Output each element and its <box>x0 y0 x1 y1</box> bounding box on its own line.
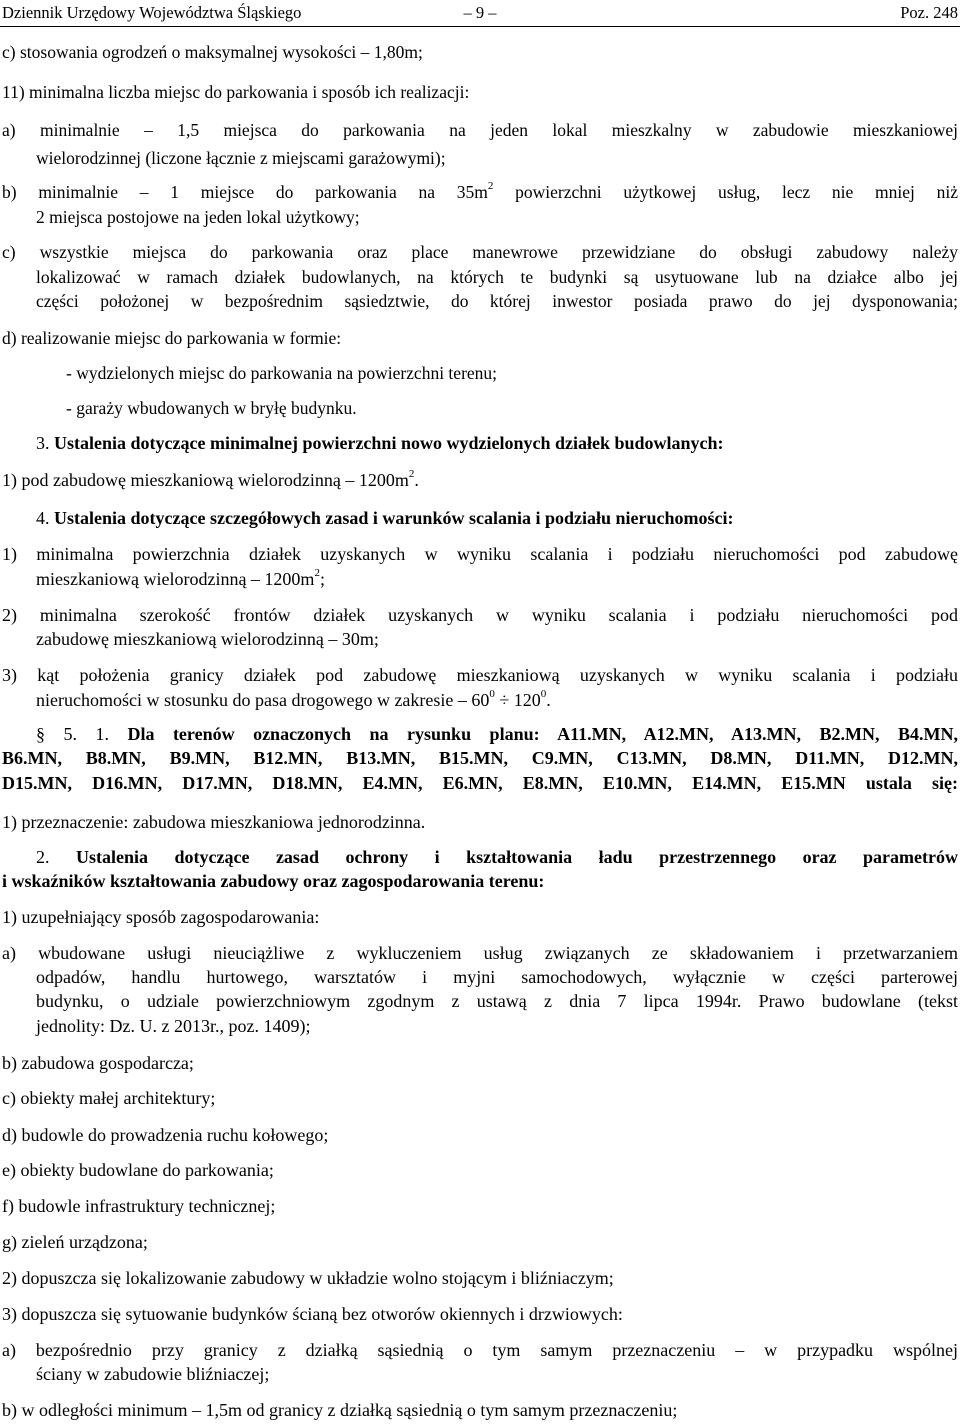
text-line: - wydzielonych miejsc do parkowania na powierzchni terenu; <box>66 363 498 383</box>
position-number: Poz. 248 <box>900 3 958 22</box>
text-line: mieszkaniową wielorodzinną – $1200m^2$; <box>36 567 325 589</box>
text-line: zabudowę mieszkaniową wielorodzinną – 30m; <box>36 629 379 649</box>
text-line: nieruchomości w stosunku do pasa drogowego w zakresie – $60^0 \div 120^0$. <box>36 688 551 710</box>
text-line: części położonej w bezpośrednim sąsiedztwie, do której inwestor posiada prawo do jej dysponowania; <box>36 291 958 311</box>
text-line: 11) minimalna liczba miejsc do parkowania i sposób ich realizacji: <box>2 82 470 102</box>
text-line: f) budowle infrastruktury technicznej; <box>2 1196 276 1216</box>
text-line: 2) minimalna szerokość frontów działek uzyskanych w wyniku scalania i podziału nieruchomości pod <box>2 605 958 625</box>
text-line: ściany w zabudowie bliźniaczej; <box>36 1364 270 1384</box>
journal-title: Dziennik Urzędowy Województwa Śląskiego <box>2 3 302 22</box>
text-line: c) stosowania ogrodzeń o maksymalnej wysokości – 1,80m; <box>2 42 423 62</box>
page-header <box>0 0 960 27</box>
text-line: c) wszystkie miejsca do parkowania oraz place manewrowe przewidziane do obsługi zabudowy należy <box>2 242 958 262</box>
text-line: b) minimalnie – 1 miejsce do parkowania na $35m^2$ powierzchni użytkowej usług, lecz nie mniej niż <box>2 180 959 202</box>
text-line: d) budowle do prowadzenia ruchu kołowego; <box>2 1125 329 1145</box>
text-line: jednolity: Dz. U. z 2013r., poz. 1409); <box>36 1016 311 1036</box>
text-line: c) obiekty małej architektury; <box>2 1088 216 1108</box>
text-line: e) obiekty budowlane do parkowania; <box>2 1160 274 1180</box>
text-line: - garaży wbudowanych w bryłę budynku. <box>66 398 357 418</box>
text-line: 2) dopuszcza się lokalizowanie zabudowy w układzie wolno stojącym i bliźniaczym; <box>2 1268 614 1288</box>
text-line: 3) kąt położenia granicy działek pod zabudowę mieszkaniową uzyskanych w wyniku scalania i podziału <box>2 665 958 685</box>
text-line: d) realizowanie miejsc do parkowania w formie: <box>2 328 342 348</box>
text-line: 3) dopuszcza się sytuowanie budynków ścianą bez otworów okiennych i drzwiowych: <box>2 1304 623 1324</box>
text-line: g) zieleń urządzona; <box>2 1232 148 1252</box>
section-heading: 2. Ustalenia dotyczące zasad ochrony i kształtowania ładu przestrzennego oraz parametrów <box>36 847 958 867</box>
text-line: B6.MN, B8.MN, B9.MN, B12.MN, B13.MN, B15.MN, C9.MN, C13.MN, D8.MN, D11.MN, D12.MN, <box>2 748 958 768</box>
text-line: 1) uzupełniający sposób zagospodarowania: <box>2 907 320 927</box>
text-line: 2 miejsca postojowe na jeden lokal użytkowy; <box>36 207 360 227</box>
section-heading: 3. Ustalenia dotyczące minimalnej powierzchni nowo wydzielonych działek budowlanych: <box>36 433 724 453</box>
text-line: a) wbudowane usługi nieuciążliwe z wykluczeniem usług związanych ze składowaniem i przetwarzaniem <box>2 943 958 963</box>
section-heading: § 5. 1. Dla terenów oznaczonych na rysunku planu: A11.MN, A12.MN, A13.MN, B2.MN, B4.MN, <box>36 724 958 744</box>
text-line: lokalizować w ramach działek budowlanych, na których te budynki są usytuowane lub na działce albo jej <box>36 267 958 287</box>
section-heading: 4. Ustalenia dotyczące szczegółowych zasad i warunków scalania i podziału nieruchomości: <box>36 508 734 528</box>
text-line: i wskaźników kształtowania zabudowy oraz zagospodarowania terenu: <box>2 871 545 891</box>
text-line: b) w odległości minimum – 1,5m od granicy z działką sąsiednią o tym samym przeznaczeniu; <box>2 1400 678 1420</box>
text-line: a) bezpośrednio przy granicy z działką sąsiednią o tym samym przeznaczeniu – w przypadku wspólnej <box>2 1340 958 1360</box>
text-line: 1) pod zabudowę mieszkaniową wielorodzinną – $1200m^2$. <box>2 468 419 490</box>
text-line: b) zabudowa gospodarcza; <box>2 1053 194 1073</box>
page-number: – 9 – <box>463 3 497 22</box>
text-line: budynku, o udziale powierzchniowym zgodnym z ustawą z dnia 7 lipca 1994r. Prawo budowlane (tekst <box>36 991 958 1011</box>
text-line: wielorodzinnej (liczone łącznie z miejscami garażowymi); <box>36 148 446 168</box>
text-line: 1) minimalna powierzchnia działek uzyskanych w wyniku scalania i podziału nieruchomości pod zabudowę <box>2 544 958 564</box>
text-line: 1) przeznaczenie: zabudowa mieszkaniowa jednorodzinna. <box>2 812 426 832</box>
text-line: odpadów, handlu hurtowego, warsztatów i myjni samochodowych, wyłącznie w części parterowej <box>36 967 958 987</box>
text-line: a) minimalnie – 1,5 miejsca do parkowania na jeden lokal mieszkalny w zabudowie mieszkaniowej <box>2 120 958 140</box>
text-line: D15.MN, D16.MN, D17.MN, D18.MN, E4.MN, E6.MN, E8.MN, E10.MN, E14.MN, E15.MN ustala się: <box>2 773 958 793</box>
